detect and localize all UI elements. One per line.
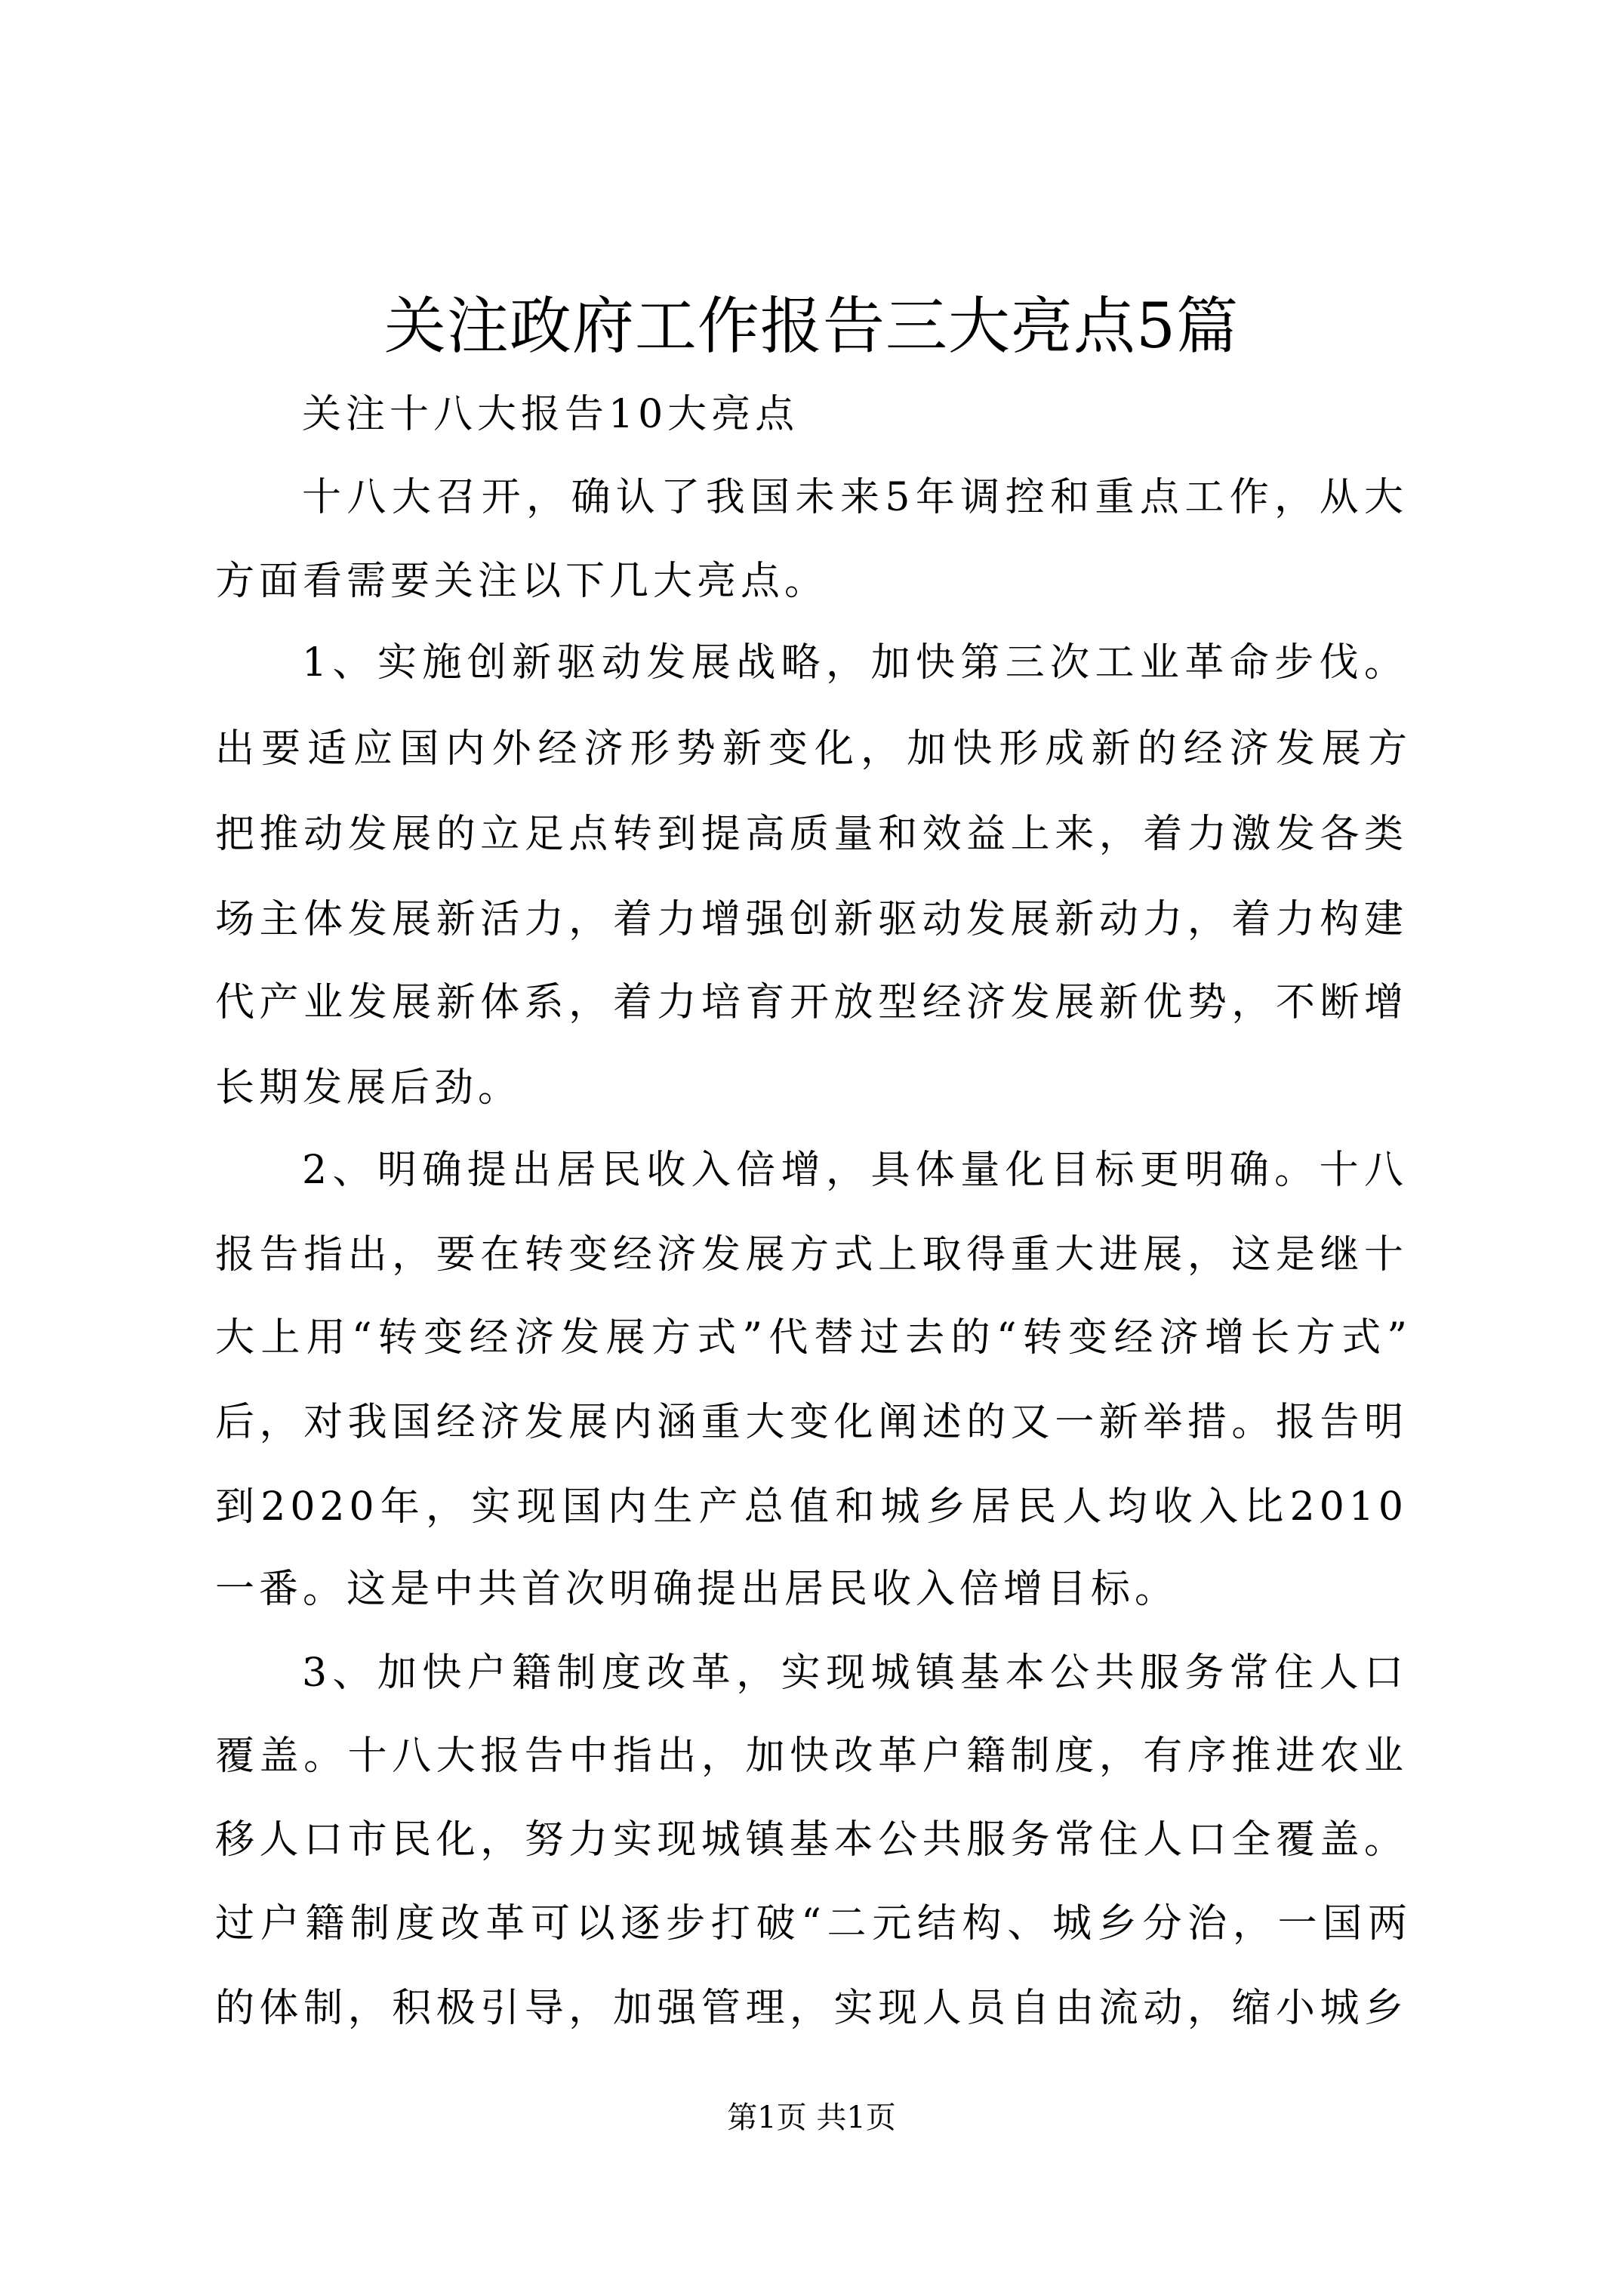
- text-line: 的体制，积极引导，加强管理，实现人员自由流动，缩小城乡: [215, 1986, 1408, 2031]
- text-line: 出要适应国内外经济形势新变化，加快形成新的经济发展方: [215, 726, 1412, 772]
- text-line: 把推动发展的立足点转到提高质量和效益上来，着力激发各类: [215, 812, 1408, 857]
- document-title: 关注政府工作报告三大亮点5篇: [383, 291, 1240, 362]
- text-line: 方面看需要关注以下几大亮点。: [215, 559, 829, 604]
- text-line: 2、明确提出居民收入倍增，具体量化目标更明确。十八: [302, 1148, 1408, 1193]
- text-line: 长期发展后劲。: [215, 1065, 522, 1111]
- text-line: 关注十八大报告10大亮点: [302, 392, 799, 437]
- text-line: 移人口市民化，努力实现城镇基本公共服务常住人口全覆盖。: [215, 1817, 1408, 1863]
- text-line: 代产业发展新体系，着力培育开放型经济发展新优势，不断增: [215, 980, 1408, 1025]
- text-line: 一番。这是中共首次明确提出居民收入倍增目标。: [215, 1567, 1179, 1612]
- text-line: 报告指出，要在转变经济发展方式上取得重大进展，这是继十: [215, 1232, 1408, 1277]
- text-line: 1、实施创新驱动发展战略，加快第三次工业革命步伐。: [302, 640, 1408, 686]
- page-footer: 第1页 共1页: [727, 2100, 896, 2135]
- text-line: 到2020年，实现国内生产总值和城乡居民人均收入比2010: [215, 1484, 1408, 1530]
- text-line: 场主体发展新活力，着力增强创新驱动发展新动力，着力构建: [215, 897, 1408, 942]
- text-line: 大上用“转变经济发展方式”代替过去的“转变经济增长方式”: [215, 1315, 1412, 1361]
- text-line: 3、加快户籍制度改革，实现城镇基本公共服务常住人口: [302, 1650, 1408, 1696]
- text-line: 后，对我国经济发展内涵重大变化阐述的又一新举措。报告明: [215, 1400, 1408, 1445]
- text-line: 覆盖。十八大报告中指出，加快改革户籍制度，有序推进农业: [215, 1734, 1408, 1779]
- text-line: 过户籍制度改革可以逐步打破“二元结构、城乡分治，一国两: [215, 1901, 1412, 1946]
- text-line: 十八大召开，确认了我国未来5年调控和重点工作，从大: [302, 475, 1408, 520]
